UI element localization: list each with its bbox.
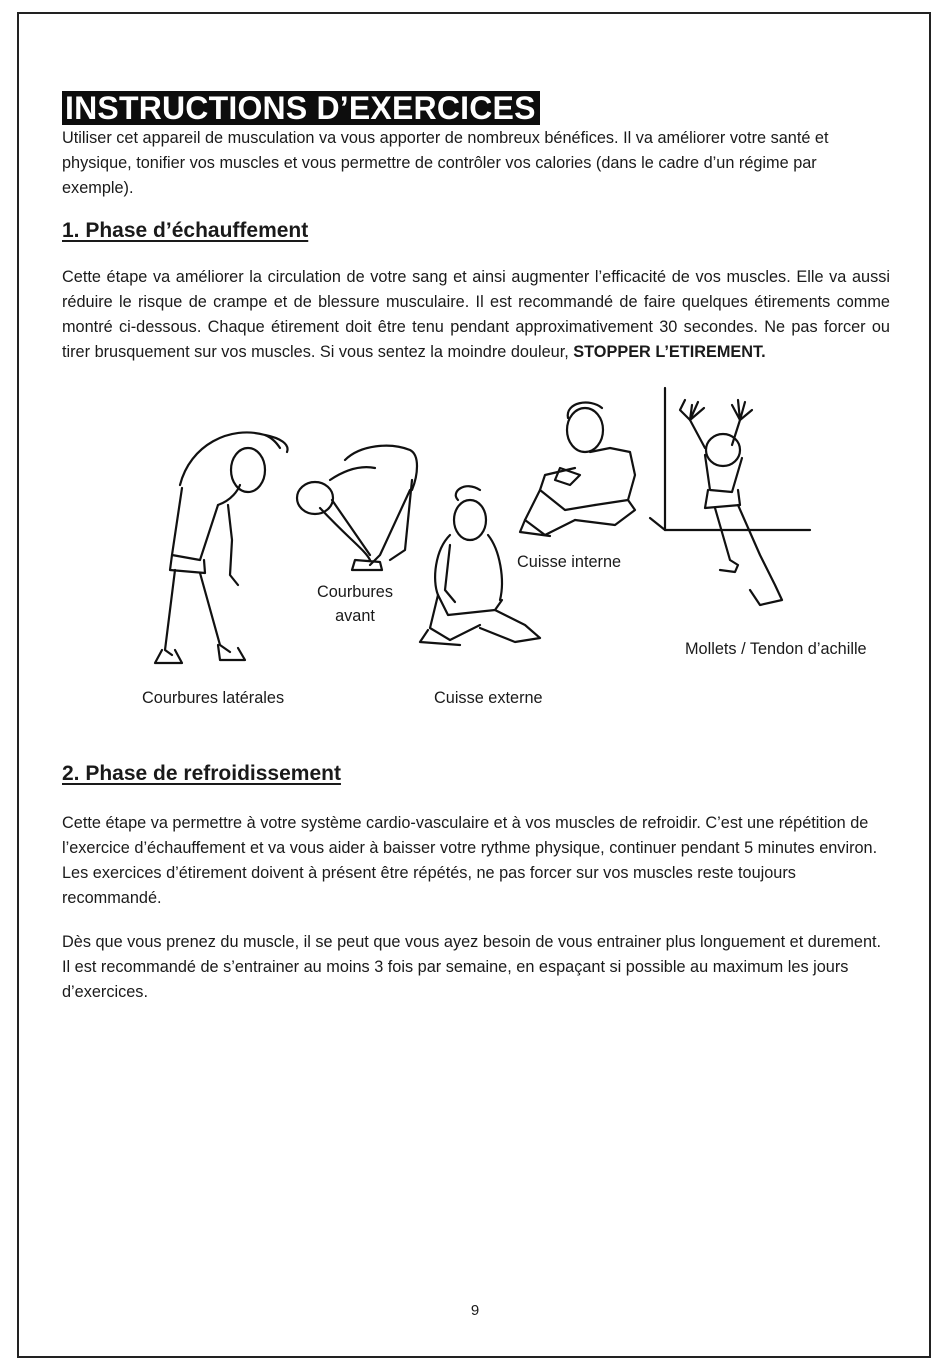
caption-forward-bends-line1: Courbures xyxy=(316,583,394,601)
forward-bend-figure xyxy=(297,446,417,570)
section2-paragraph1: Cette étape va permettre à votre système cardio-vasculaire et à vos muscles de refroidir. C’est une répétition de l’exercice d’échauffement et va vous aider à baisser votre rythme physique, continuer pendant 5 minutes environ. Les exercices d’étirement doivent à présent être répétés, ne pas forcer sur vos muscles reste toujours recommandé. xyxy=(62,814,878,907)
caption-calves-achilles: Mollets / Tendon d’achille xyxy=(685,640,867,658)
page-title: INSTRUCTIONS D’EXERCICES xyxy=(62,91,540,125)
stretch-illustrations xyxy=(120,380,920,707)
lateral-bend-figure xyxy=(155,432,288,663)
caption-forward-bends-line2: avant xyxy=(335,607,375,625)
caption-forward-bends xyxy=(310,580,400,628)
section1-paragraph xyxy=(62,265,890,365)
section2-heading: 2. Phase de refroidissement xyxy=(62,762,341,785)
stretch-figures-drawing xyxy=(120,380,920,680)
caption-lateral-bends: Courbures latérales xyxy=(142,689,285,707)
caption-inner-thigh: Cuisse interne xyxy=(517,553,622,571)
section1-text: Cette étape va améliorer la circulation de votre sang et ainsi augmenter l’efficacité de vos muscles. Elle va aussi réduire le risque de crampe et de blessure musculaire. Il est recommandé de faire quelques étirements comme montré ci-dessous. Chaque étirement doit être tenu pendant approximativement 30 secondes. Ne pas forcer ou tirer brusquement sur vos muscles. Si vous sentez la moindre douleur, xyxy=(62,268,890,361)
page-border xyxy=(17,12,931,1358)
intro-paragraph: Utiliser cet appareil de musculation va vous apporter de nombreux bénéfices. Il va améliorer votre santé et physique, tonifier vos muscles et vous permettre de contrôler vos calories (dans le cadre d’un régime par exemple). xyxy=(62,129,829,197)
caption-outer-thigh: Cuisse externe xyxy=(434,689,543,707)
section1-warning: STOPPER L’ETIREMENT. xyxy=(573,343,766,361)
section1-heading: 1. Phase d’échauffement xyxy=(62,219,309,242)
inner-thigh-figure xyxy=(520,403,635,536)
section2-paragraph2: Dès que vous prenez du muscle, il se peut que vous ayez besoin de vous entrainer plus longuement et durement. Il est recommandé de s’entrainer au moins 3 fois par semaine, en espaçant si possible au maximum les jours d’exercices. xyxy=(62,933,882,1001)
page-number: 9 xyxy=(470,1302,480,1319)
calf-stretch-figure xyxy=(650,388,810,605)
